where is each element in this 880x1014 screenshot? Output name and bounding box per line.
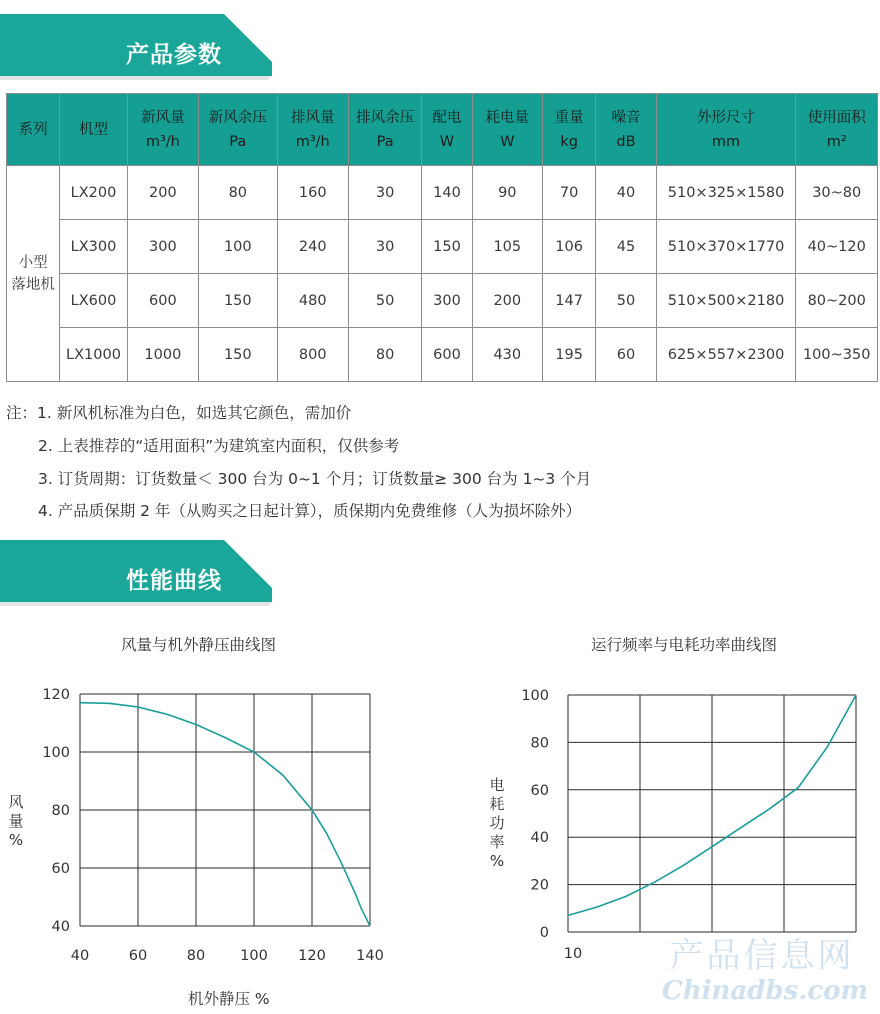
table-cell: 200 bbox=[127, 166, 198, 220]
y-tick-label: 80 bbox=[51, 803, 70, 819]
axis-label-char: 率 bbox=[489, 833, 505, 851]
table-cell: 70 bbox=[543, 166, 596, 220]
axis-label-char: % bbox=[489, 852, 505, 870]
y-tick-label: 60 bbox=[530, 782, 549, 799]
column-header-label: 外形尺寸 bbox=[697, 109, 756, 126]
table-cell: 80~200 bbox=[796, 274, 878, 328]
series-label-line1: 小型 bbox=[18, 254, 48, 271]
y-tick-label: 40 bbox=[51, 919, 70, 935]
table-cell: LX300 bbox=[60, 220, 127, 274]
table-cell: 140 bbox=[422, 166, 472, 220]
table-cell: 510×500×2180 bbox=[656, 274, 796, 328]
table-cell: 625×557×2300 bbox=[656, 328, 796, 382]
column-header-label: 配电 bbox=[432, 109, 462, 126]
column-header-unit: kg bbox=[560, 133, 578, 150]
table-cell: 150 bbox=[422, 220, 472, 274]
series-line bbox=[80, 703, 370, 926]
table-cell: 80 bbox=[199, 166, 277, 220]
table-cell: 800 bbox=[277, 328, 348, 382]
note-4: 4. 产品质保期 2 年（从购买之日起计算），质保期内免费维修（人为损坏除外） bbox=[38, 502, 582, 520]
x-tick-label: 60 bbox=[128, 948, 148, 964]
y-tick-label: 80 bbox=[530, 735, 549, 752]
table-cell: 50 bbox=[348, 274, 421, 328]
column-header-unit: W bbox=[439, 133, 455, 150]
section-title-curves: 性能曲线 bbox=[126, 568, 222, 594]
table-cell: 30~80 bbox=[796, 166, 878, 220]
chart1-xlabel: 机外静压 % bbox=[188, 990, 270, 1008]
table-cell: 30 bbox=[348, 220, 421, 274]
table-cell: 106 bbox=[543, 220, 596, 274]
table-cell: 430 bbox=[472, 328, 542, 382]
column-header-label: 新风量 bbox=[141, 109, 185, 126]
column-header-label: 排风量 bbox=[290, 109, 335, 126]
y-tick-label: 120 bbox=[42, 687, 70, 703]
column-header-label: 排风余压 bbox=[356, 109, 415, 126]
table-cell: LX200 bbox=[60, 166, 127, 220]
watermark-logo bbox=[662, 936, 868, 1006]
column-header-unit: m³/h bbox=[295, 133, 330, 150]
x-tick-label: 100 bbox=[240, 948, 268, 964]
x-tick-label: 10 bbox=[563, 946, 583, 962]
table-cell: 150 bbox=[199, 328, 277, 382]
table-cell: 150 bbox=[199, 274, 277, 328]
y-tick-label: 20 bbox=[530, 877, 549, 894]
watermark-line2: Chinadbs.com bbox=[662, 976, 868, 1006]
y-tick-label: 40 bbox=[530, 830, 549, 847]
table-cell: 160 bbox=[277, 166, 348, 220]
column-header-unit: Pa bbox=[376, 133, 394, 150]
table-cell: 200 bbox=[472, 274, 542, 328]
column-header-label: 噪音 bbox=[611, 109, 641, 126]
table-cell: 510×370×1770 bbox=[656, 220, 796, 274]
y-tick-label: 0 bbox=[539, 925, 549, 941]
column-header-unit: Pa bbox=[229, 133, 247, 150]
column-header-unit: dB bbox=[616, 133, 636, 150]
axis-label-char: 量 bbox=[8, 812, 24, 830]
table-cell: 40~120 bbox=[796, 220, 878, 274]
y-tick-label: 60 bbox=[51, 861, 70, 877]
column-header-label: 系列 bbox=[18, 121, 48, 138]
chart1-title: 风量与机外静压曲线图 bbox=[121, 636, 277, 654]
table-cell: 480 bbox=[277, 274, 348, 328]
table-cell: 195 bbox=[543, 328, 596, 382]
series-label-line2: 落地机 bbox=[11, 276, 55, 293]
column-header-unit: m³/h bbox=[145, 133, 180, 150]
column-header-label: 新风余压 bbox=[208, 109, 267, 126]
table-cell: LX600 bbox=[60, 274, 127, 328]
column-header-label: 重量 bbox=[554, 109, 584, 126]
chart2-title: 运行频率与电耗功率曲线图 bbox=[591, 636, 778, 654]
table-cell: 100 bbox=[199, 220, 277, 274]
table-cell: 80 bbox=[348, 328, 421, 382]
table-cell: 50 bbox=[596, 274, 656, 328]
x-tick-label: 120 bbox=[298, 948, 326, 964]
y-tick-label: 100 bbox=[42, 745, 70, 761]
table-cell: 240 bbox=[277, 220, 348, 274]
axis-label-char: % bbox=[8, 831, 24, 849]
table-cell: 105 bbox=[472, 220, 542, 274]
column-header-label: 使用面积 bbox=[807, 109, 866, 126]
watermark-line1: 产品信息网 bbox=[669, 936, 855, 976]
column-header-unit: mm bbox=[711, 133, 741, 150]
axis-label-char: 功 bbox=[489, 814, 505, 832]
note-2: 2. 上表推荐的“适用面积”为建筑室内面积，仅供参考 bbox=[38, 437, 400, 455]
y-tick-label: 100 bbox=[521, 688, 549, 704]
table-cell: 100~350 bbox=[796, 328, 878, 382]
table-cell: LX1000 bbox=[60, 328, 127, 382]
table-cell: 147 bbox=[543, 274, 596, 328]
table-cell: 90 bbox=[472, 166, 542, 220]
column-header-unit: m² bbox=[826, 133, 847, 150]
table-cell: 510×325×1580 bbox=[656, 166, 796, 220]
column-header-unit: W bbox=[500, 133, 515, 150]
table-cell: 300 bbox=[127, 220, 198, 274]
x-tick-label: 140 bbox=[356, 948, 384, 964]
x-tick-label: 80 bbox=[186, 948, 206, 964]
table-cell: 60 bbox=[596, 328, 656, 382]
table-cell: 600 bbox=[127, 274, 198, 328]
table-cell: 1000 bbox=[127, 328, 198, 382]
axis-label-char: 风 bbox=[8, 793, 24, 811]
table-cell: 300 bbox=[422, 274, 472, 328]
note-3: 3. 订货周期：订货数量＜ 300 台为 0~1 个月；订货数量≥ 300 台为 1~3 个月 bbox=[38, 470, 592, 488]
table-cell: 45 bbox=[596, 220, 656, 274]
note-1: 注：1. 新风机标准为白色，如选其它颜色，需加价 bbox=[6, 404, 352, 422]
table-cell: 600 bbox=[422, 328, 472, 382]
column-header-label: 耗电量 bbox=[485, 109, 530, 126]
section-title-params: 产品参数 bbox=[126, 42, 222, 68]
axis-label-char: 电 bbox=[489, 776, 505, 794]
column-header-label: 机型 bbox=[78, 121, 108, 138]
table-cell: 40 bbox=[596, 166, 656, 220]
x-tick-label: 40 bbox=[70, 948, 90, 964]
table-cell: 30 bbox=[348, 166, 421, 220]
axis-label-char: 耗 bbox=[489, 795, 505, 813]
